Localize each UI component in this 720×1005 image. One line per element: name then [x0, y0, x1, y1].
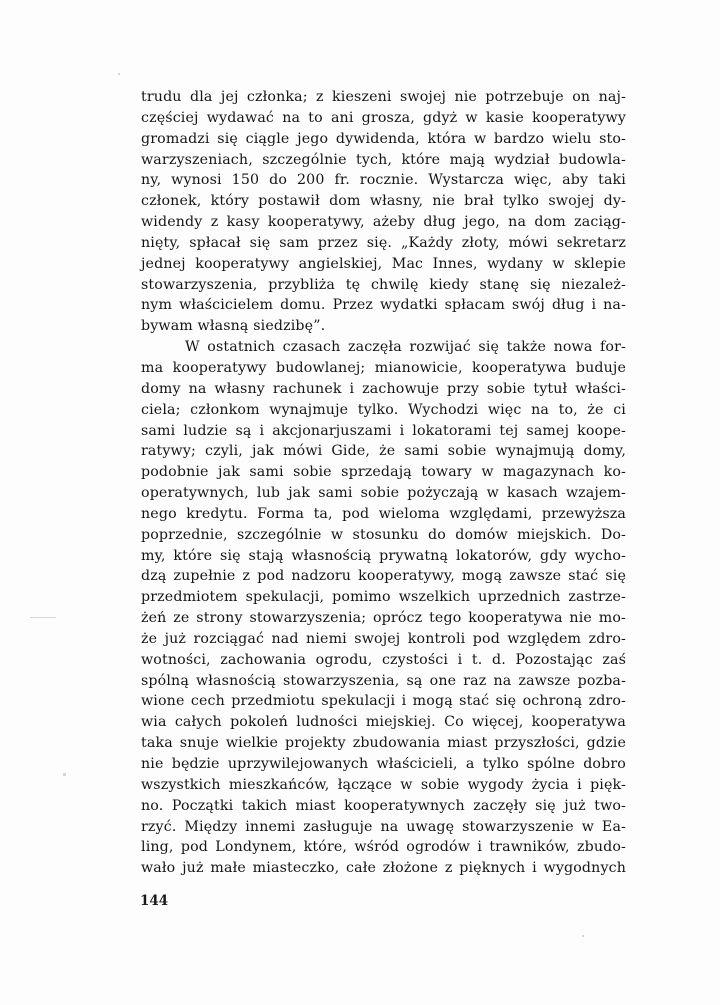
- text-line: trudu dla jej członka; z kieszeni swojej nie potrzebuje on naj-: [141, 89, 626, 105]
- text-line: wszystkich mieszkańców, łączące w sobie wygody życia i pięk-: [141, 776, 626, 793]
- text-line: podobnie jak sami sobie sprzedają towary w magazynach ko-: [141, 464, 626, 481]
- paragraph-last-line: bywam własną siedzibę”.: [141, 318, 326, 335]
- text-line: wotności, zachowania ogrodu, czystości i t. d. Pozostając zaś: [141, 651, 626, 668]
- text-line: nie będzie uprzywilejowanych właścicieli, a tylko spólne dobro: [141, 756, 626, 772]
- text-line: jednej kooperatywy angielskiej, Mac Innes, wydany w sklepie: [141, 255, 626, 272]
- page-number: 144: [140, 893, 169, 909]
- paragraph-first-line: W ostatnich czasach zaczęła rozwijać się także nowa for-: [185, 339, 626, 356]
- text-line: sami ludzie są i akcjonarjuszami i lokatorami tej samej koope-: [141, 422, 626, 439]
- text-line: nięty, spłacał się sam przez się. „Każdy złoty, mówi sekretarz: [141, 234, 626, 251]
- text-line: wione cech przedmiotu spekulacji i mogą stać się ochroną zdro-: [141, 693, 626, 710]
- text-line: ny, wynosi 150 do 200 fr. rocznie. Wystarcza więc, aby taki: [141, 172, 626, 189]
- text-line: widendy z kasy kooperatywy, ażeby dług jego, na dom zaciąg-: [141, 214, 626, 231]
- text-line: operatywnych, lub jak sami sobie pożyczają w kasach wzajem-: [141, 485, 626, 502]
- text-line: nego kredytu. Forma ta, pod wieloma względami, przewyższa: [141, 505, 626, 522]
- text-line: ling, pod Londynem, które, wśród ogrodów i trawników, zbudo-: [141, 839, 626, 856]
- text-line: wia całych pokoleń ludności miejskiej. Co więcej, kooperatywa: [141, 714, 626, 731]
- text-line: nym właścicielem domu. Przez wydatki spłacam swój dług i na-: [141, 297, 626, 314]
- text-line: członek, który postawił dom własny, nie brał tylko swojej dy-: [141, 193, 626, 210]
- text-line: my, które się stają własnością prywatną lokatorów, gdy wycho-: [141, 547, 626, 564]
- text-line: wało już małe miasteczko, całe złożone z pięknych i wygodnych: [141, 860, 626, 877]
- text-line: rzyć. Między innemi zasługuje na uwagę stowarzyszenie w Ea-: [141, 818, 626, 835]
- text-line: ratywy; czyli, jak mówi Gide, że sami sobie wynajmują domy,: [141, 443, 626, 460]
- text-line: że już rozciągać nad niemi swojej kontroli pod względem zdro-: [141, 630, 626, 647]
- text-line: dzą zupełnie z pod nadzoru kooperatywy, mogą zawsze stać się: [141, 568, 626, 585]
- text-line: taka snuje wielkie projekty zbudowania miast przyszłości, gdzie: [141, 735, 626, 752]
- text-line: żeń ze strony stowarzyszenia; oprócz tego kooperatywa nie mo-: [141, 610, 626, 627]
- text-line: warzyszeniach, szczególnie tych, które mają wydział budowla-: [141, 151, 626, 168]
- text-line: ma kooperatywy budowlanej; mianowicie, kooperatywa buduje: [141, 359, 626, 376]
- text-line: domy na własny rachunek i zachowuje przy sobie tytuł właści-: [141, 380, 626, 397]
- text-line: poprzednie, szczególnie w stosunku do domów miejskich. Do-: [141, 526, 626, 543]
- paper-speck: [30, 617, 56, 618]
- text-line: gromadzi się ciągle jego dywidenda, która w bardzo wielu sto-: [141, 130, 626, 147]
- text-line: przedmiotem spekulacji, pomimo wszelkich uprzednich zastrze-: [141, 589, 626, 606]
- text-line: stowarzyszenia, przybliża tę chwilę kiedy stanę się niezależ-: [141, 276, 626, 293]
- body-text: [141, 87, 626, 879]
- paper-speck: [118, 73, 120, 75]
- text-line: ciela; członkom wynajmuje tylko. Wychodzi więc na to, że ci: [141, 401, 626, 418]
- text-line: spólną własnością stowarzyszenia, są one raz na zawsze pozba-: [141, 672, 626, 689]
- text-line: no. Początki takich miast kooperatywnych zaczęły się już two-: [141, 797, 626, 814]
- paper-speck: [582, 935, 584, 937]
- text-line: częściej wydawać na to ani grosza, gdyż w kasie kooperatywy: [141, 109, 626, 126]
- paper-speck: [63, 773, 66, 776]
